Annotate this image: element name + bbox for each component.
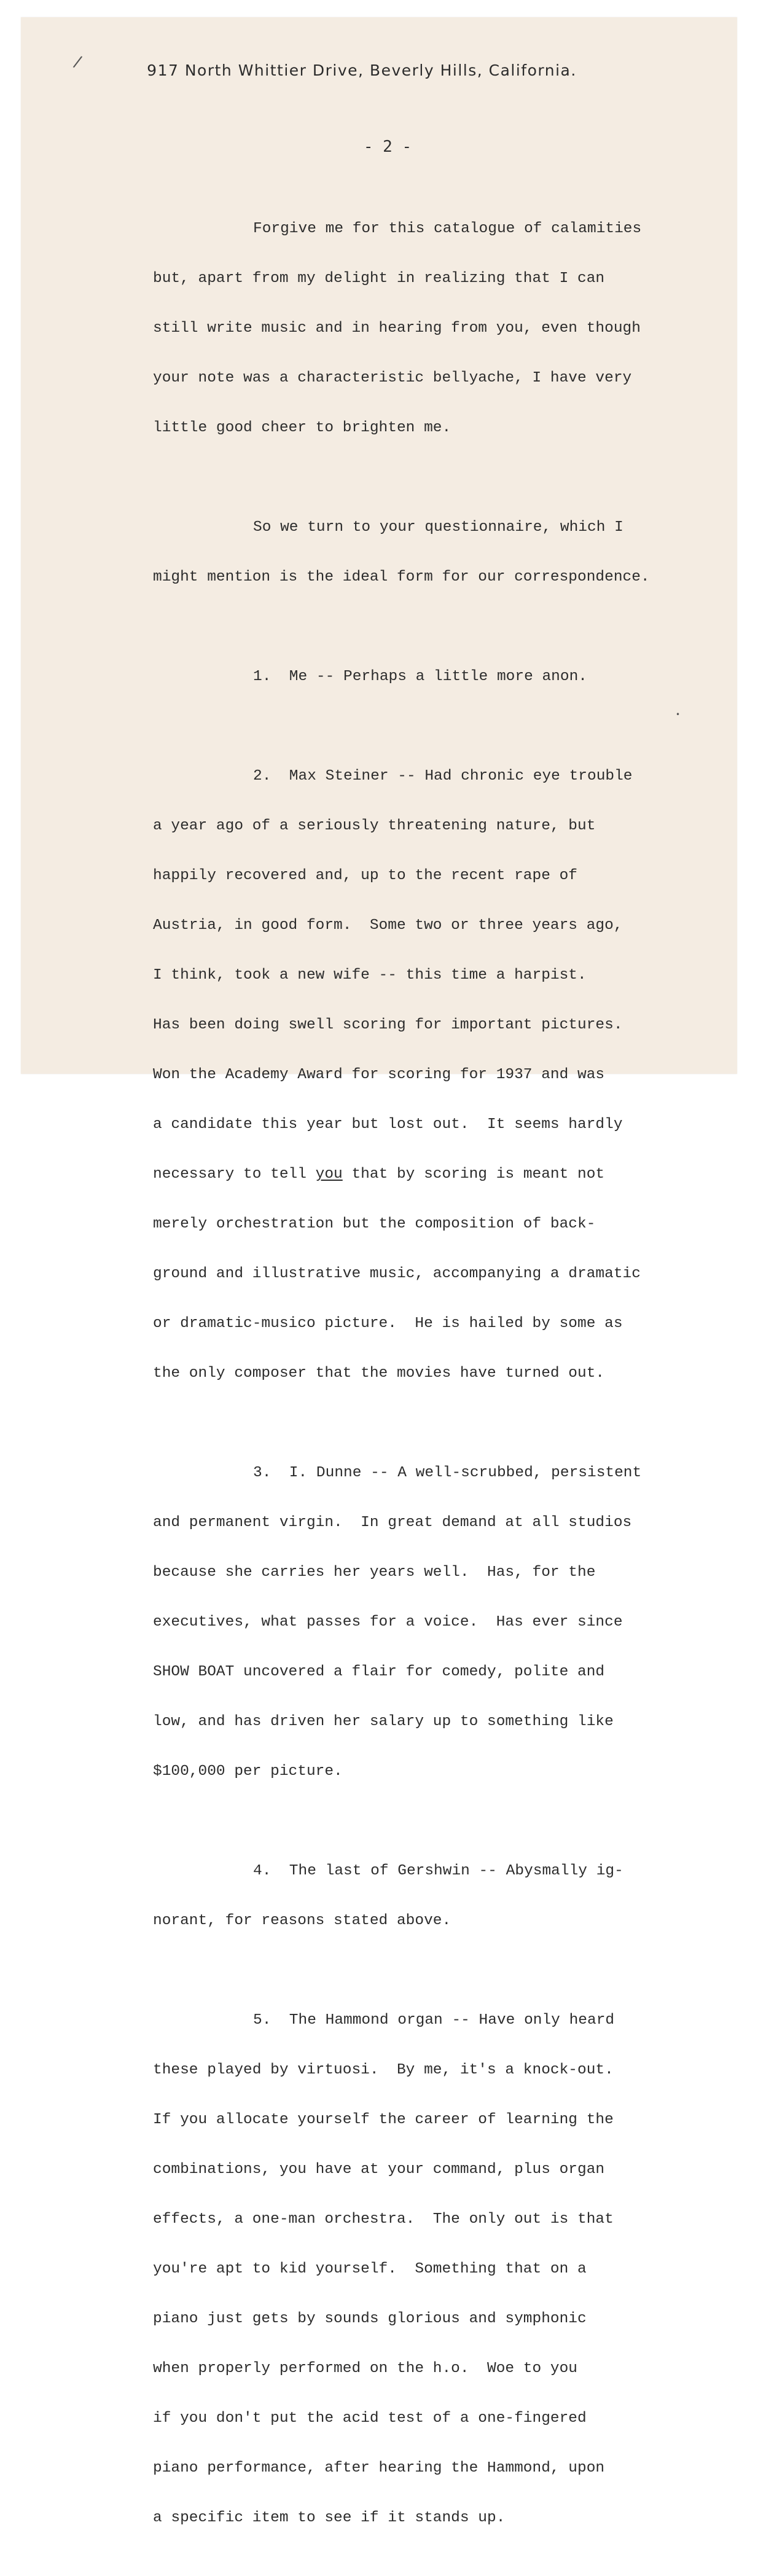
text-line: executives, what passes for a voice. Has ever since [153, 1614, 623, 1631]
letter-page [21, 17, 737, 2526]
text-line: Won the Academy Award for scoring for 1937 and was [153, 1067, 605, 1083]
text-line: $100,000 per picture. [153, 1763, 343, 1780]
paragraph-calamities [153, 187, 718, 469]
text-line: 4. The last of Gershwin -- Abysmally ig- [253, 1863, 623, 1879]
text-line: a specific item to see if it stands up. [153, 2510, 506, 2526]
text-line: 1. Me -- Perhaps a little more anon. [253, 668, 587, 685]
text-line: your note was a characteristic bellyache, I have very [153, 370, 632, 386]
text-line: still write music and in hearing from you, even though [153, 320, 641, 337]
text-line: you're apt to kid yourself. Something that on a [153, 2261, 587, 2277]
text-line: when properly performed on the h.o. Woe to you [153, 2360, 578, 2377]
item-4-gershwin [153, 1830, 718, 1962]
item-5-hammond-organ [153, 1979, 718, 2559]
text-line: if you don't put the acid test of a one-fingered [153, 2410, 587, 2427]
text-line: So we turn to your questionnaire, which I [253, 519, 623, 536]
page-number: - 2 - [363, 138, 412, 156]
text-line: a year ago of a seriously threatening nature, but [153, 818, 596, 834]
text-line: Austria, in good form. Some two or three years ago, [153, 917, 623, 934]
text-line: If you allocate yourself the career of learning the [153, 2112, 614, 2128]
text-line: low, and has driven her salary up to something like [153, 1713, 614, 1730]
item-2-max-steiner [153, 735, 718, 1415]
text-line: or dramatic-musico picture. He is hailed by some as [153, 1315, 623, 1332]
text-line: ground and illustrative music, accompanying a dramatic [153, 1266, 641, 1282]
paragraph-questionnaire [153, 486, 718, 619]
text-line: 3. I. Dunne -- A well-scrubbed, persistent [253, 1465, 642, 1481]
text-line: norant, for reasons stated above. [153, 1912, 451, 1929]
text-line: 5. The Hammond organ -- Have only heard [253, 2012, 615, 2029]
text-line: a candidate this year but lost out. It seems hardly [153, 1116, 623, 1133]
text-line: Has been doing swell scoring for important pictures. [153, 1017, 623, 1033]
text-line: but, apart from my delight in realizing that I can [153, 270, 605, 287]
letterhead-address: 917 North Whittier Drive, Beverly Hills, California. [147, 61, 577, 79]
text-line: merely orchestration but the composition of back- [153, 1216, 596, 1232]
underlined-word: you [315, 1166, 343, 1183]
text-line: SHOW BOAT uncovered a flair for comedy, polite and [153, 1664, 605, 1680]
text-line: little good cheer to brighten me. [153, 420, 451, 436]
text-line: 2. Max Steiner -- Had chronic eye trouble [253, 768, 633, 785]
pencil-tick-mark: / [72, 52, 84, 72]
text-line: and permanent virgin. In great demand at all studios [153, 1514, 632, 1531]
item-1-me [153, 635, 718, 718]
text-line: piano performance, after hearing the Hammond, upon [153, 2460, 605, 2476]
text-line: combinations, you have at your command, plus organ [153, 2161, 605, 2178]
text-line-underlined: necessary to tell you that by scoring is meant not [153, 1166, 605, 1183]
item-3-i-dunne [153, 1431, 718, 1813]
text-line: the only composer that the movies have turned out. [153, 1365, 605, 1382]
text-line: these played by virtuosi. By me, it's a knock-out. [153, 2062, 614, 2078]
text-line: effects, a one-man orchestra. The only out is that [153, 2211, 614, 2228]
text-line: because she carries her years well. Has, for the [153, 1564, 596, 1581]
text-line: piano just gets by sounds glorious and symphonic [153, 2311, 587, 2327]
ink-dot-mark: • [676, 710, 681, 719]
text-line: might mention is the ideal form for our correspondence. [153, 569, 650, 585]
text-line: Forgive me for this catalogue of calamities [253, 221, 642, 237]
text-line: I think, took a new wife -- this time a harpist. [153, 967, 587, 984]
text-line: happily recovered and, up to the recent rape of [153, 867, 578, 884]
letter-body [153, 187, 718, 2576]
